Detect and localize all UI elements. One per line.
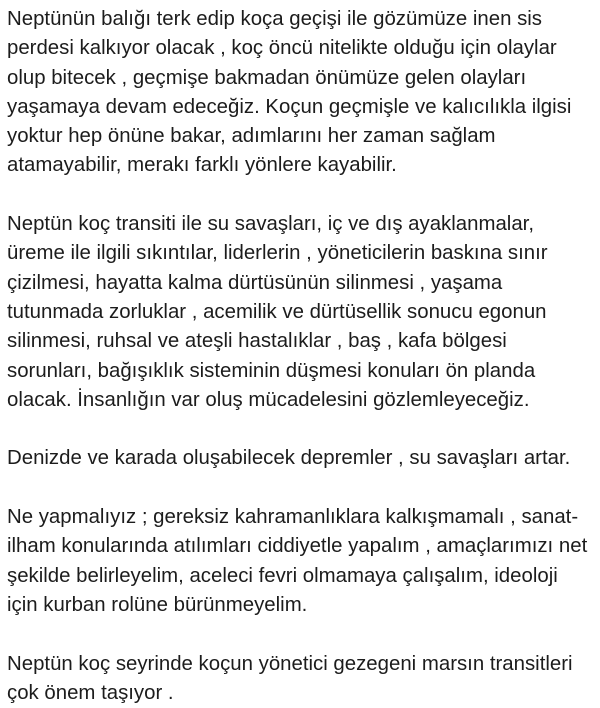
paragraph-mars-transits: Neptün koç seyrinde koçun yönetici gezegeni marsın transitleri çok önem taşıyor . [7, 652, 573, 704]
paragraph-earthquakes: Denizde ve karada oluşabilecek depremler , su savaşları artar. [7, 447, 571, 470]
paragraph-advice: Ne yapmalıyız ; gereksiz kahramanlıklara kalkışmamalı , sanat-ilham konularında atılımları ciddiyetle yapalım , amaçlarımızı net şekilde belirleyelim, aceleci fevri olmamaya çalışalım, ideoloji için kurban rolüne bürünmeyelim. [7, 506, 588, 616]
paragraph-transit-effects: Neptün koç transiti ile su savaşları, iç ve dış ayaklanmalar, üreme ile ilgili sıkıntılar, liderlerin , yöneticilerin baskına sınır çizilmesi, hayatta kalma dürtüsünün silinmesi , yaşama tutunmada zorluklar , acemilik ve dürtüsellik sonucu egonun silinmesi, ruhsal ve ateşli hastalıklar , baş , kafa bölgesi sorunları, bağışıklık sisteminin düşmesi konuları ön planda olacak. İnsanlığın var oluş mücadelesini gözlemleyeceğiz. [7, 213, 548, 411]
paragraph-neptune-aries-intro: Neptünün balığı terk edip koça geçişi ile gözümüze inen sis perdesi kalkıyor olacak , koç öncü nitelikte olduğu için olaylar olup bitecek , geçmişe bakmadan önümüze gelen olayları yaşamaya devam edeceğiz. Koçun geçmişle ve kalıcılıkla ilgisi yoktur hep önüne bakar, adımlarını her zaman sağlam atamayabilir, merakı farklı yönlere kayabilir. [7, 8, 572, 177]
article-body [7, 5, 593, 708]
